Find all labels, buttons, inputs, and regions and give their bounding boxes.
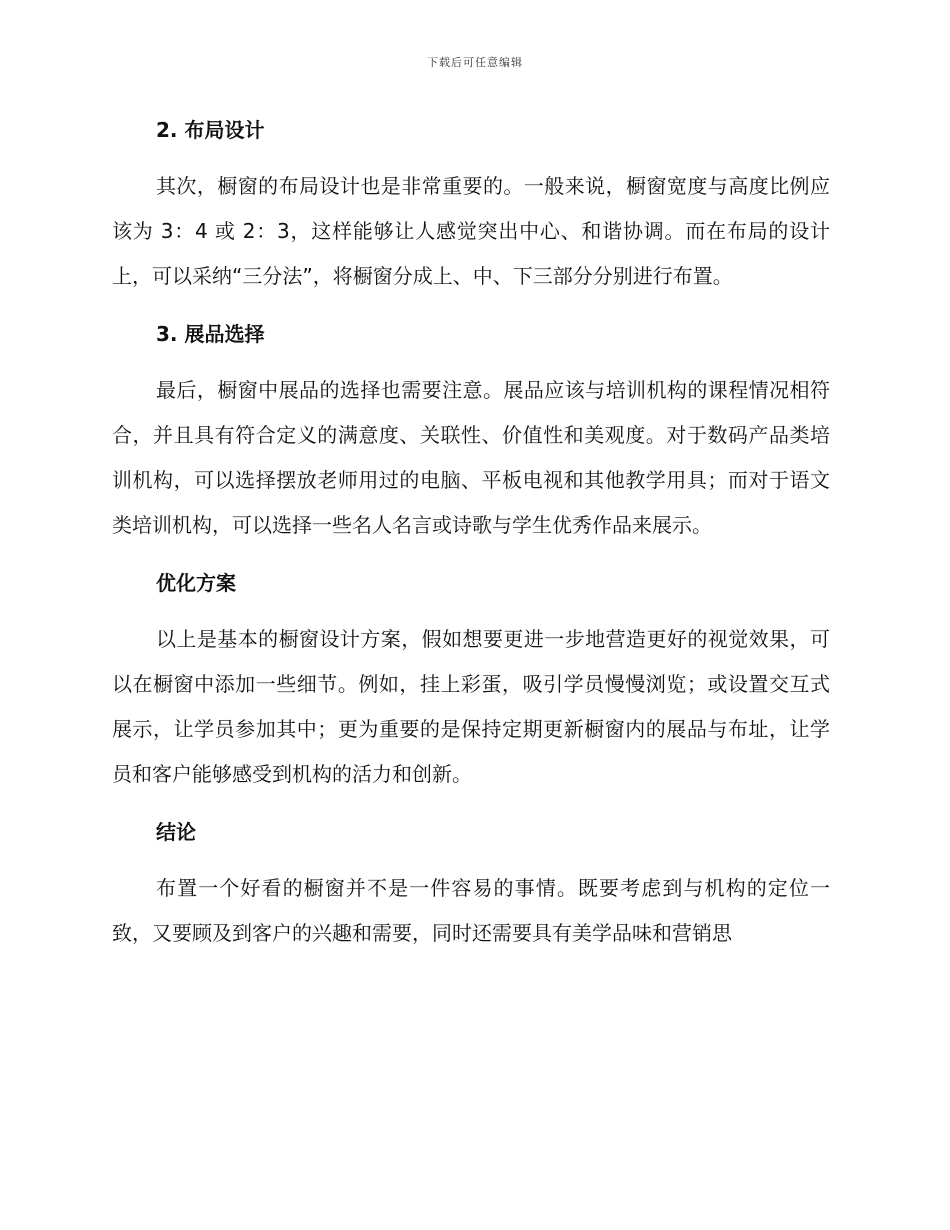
section-paragraph-layout-design: 其次，橱窗的布局设计也是非常重要的。一般来说，橱窗宽度与高度比例应该为 3：4 或 2：3，这样能够让人感觉突出中心、和谐协调。而在布局的设计上，可以采纳“三分法”，将橱窗分成上、中、下三部分分别进行布置。 [112,174,830,288]
section-heading-conclusion: 结论 [156,820,196,844]
section-heading-optimization: 优化方案 [156,571,236,595]
section-heading-exhibit-selection: 3. 展品选择 [156,322,265,346]
section-paragraph-exhibit-selection: 最后，橱窗中展品的选择也需要注意。展品应该与培训机构的课程情况相符合，并且具有符合定义的满意度、关联性、价值性和美观度。对于数码产品类培训机构，可以选择摆放老师用过的电脑、平板电视和其他教学用具；而对于语文类培训机构，可以选择一些名人名言或诗歌与学生优秀作品来展示。 [112,378,830,537]
section-heading-layout-design: 2. 布局设计 [156,118,265,142]
section-paragraph-optimization: 以上是基本的橱窗设计方案，假如想要更进一步地营造更好的视觉效果，可以在橱窗中添加一些细节。例如，挂上彩蛋，吸引学员慢慢浏览；或设置交互式展示，让学员参加其中；更为重要的是保持定期更新橱窗内的展品与布址，让学员和客户能够感受到机构的活力和创新。 [112,627,830,786]
page-header: 下载后可任意编辑 [427,56,523,69]
section-paragraph-conclusion: 布置一个好看的橱窗并不是一件容易的事情。既要考虑到与机构的定位一致，又要顾及到客户的兴趣和需要，同时还需要具有美学品味和营销思 [112,876,830,945]
document-body [112,108,830,956]
